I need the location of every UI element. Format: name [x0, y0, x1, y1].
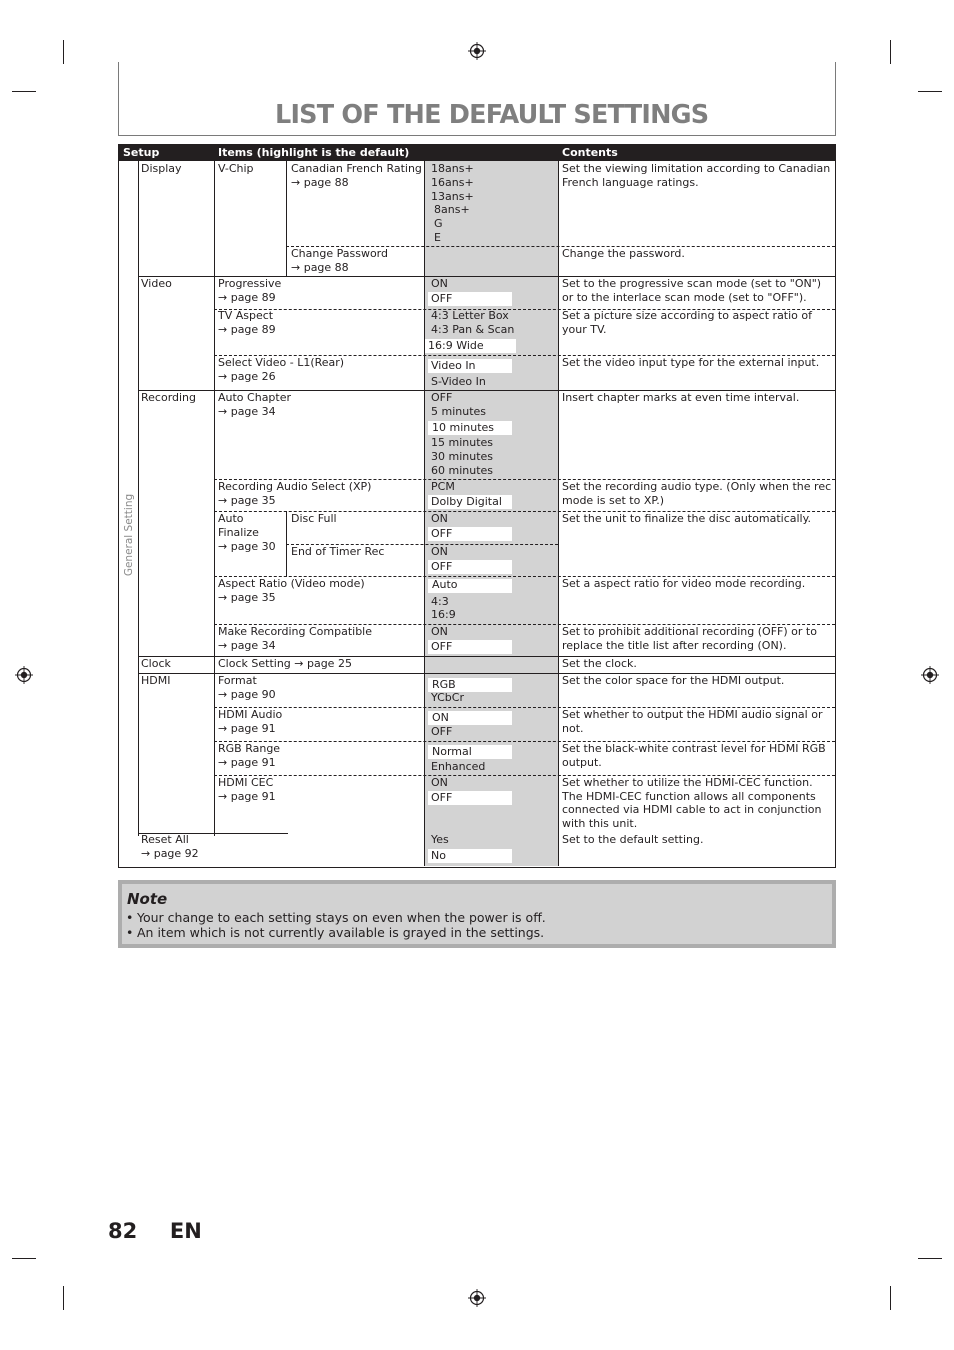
- item-tv-aspect: TV Aspect: [218, 309, 274, 322]
- item-progressive: Progressive: [218, 277, 282, 290]
- page-title: LIST OF THE DEFAULT SETTINGS: [275, 100, 709, 130]
- value: 4:3 Pan & Scan: [431, 323, 515, 336]
- general-setting-label: General Setting: [123, 493, 135, 577]
- value: Normal: [432, 745, 472, 758]
- page-footer: [108, 1219, 202, 1243]
- value: Auto: [432, 578, 458, 591]
- value: ON: [431, 776, 448, 789]
- value: OFF: [431, 527, 453, 540]
- note-item: • Your change to each setting stays on even when the power is off.: [126, 910, 546, 925]
- setup-reset-all: Reset All: [141, 833, 189, 846]
- value: 60 minutes: [431, 464, 494, 477]
- setup-display: Display: [141, 162, 182, 175]
- value: ON: [431, 545, 448, 558]
- value: E: [434, 231, 441, 244]
- item-auto-chapter: Auto Chapter: [218, 391, 292, 404]
- crop-mark: [63, 1286, 64, 1310]
- note-panel: [122, 884, 832, 944]
- value: OFF: [431, 292, 453, 305]
- value: OFF: [431, 391, 453, 404]
- setup-clock: Clock: [141, 657, 171, 670]
- crop-mark: [918, 1258, 942, 1259]
- page-ref: → page 91: [218, 790, 276, 803]
- column-divider: [214, 161, 215, 836]
- default-settings-table: [118, 144, 836, 868]
- item-disc-full: Disc Full: [291, 512, 337, 525]
- value: ON: [431, 625, 448, 638]
- setup-video: Video: [141, 277, 172, 290]
- column-divider: [558, 161, 559, 866]
- item-rgb-range: RGB Range: [218, 742, 281, 755]
- value: ON: [431, 512, 448, 525]
- value: 8ans+: [434, 203, 470, 216]
- item-clock-setting: Clock Setting → page 25: [218, 657, 352, 670]
- value: 13ans+: [431, 190, 474, 203]
- description: Set to the progressive scan mode (set to "ON") or to the interlace scan mode (set to "OFF").: [562, 277, 822, 304]
- value: 15 minutes: [431, 436, 494, 449]
- item-canadian-french-rating: Canadian French Rating: [291, 162, 422, 175]
- description: Set the black-white contrast level for HDMI RGB output.: [562, 742, 826, 769]
- item-format: Format: [218, 674, 257, 687]
- value: ON: [431, 277, 448, 290]
- item-auto-finalize: Finalize: [218, 526, 259, 539]
- value: 30 minutes: [431, 450, 494, 463]
- page-ref: → page 91: [218, 722, 276, 735]
- value: Dolby Digital: [431, 495, 502, 508]
- crop-mark: [12, 1258, 36, 1259]
- value: 5 minutes: [431, 405, 487, 418]
- header-contents: Contents: [558, 145, 835, 161]
- item-recording-audio-select: Recording Audio Select (XP): [218, 480, 372, 493]
- value: No: [431, 849, 446, 862]
- value: PCM: [431, 480, 455, 493]
- note-box: [118, 880, 836, 948]
- description: Set the recording audio type. (Only when the rec mode is set to XP.): [562, 480, 832, 507]
- crop-mark: [890, 1286, 891, 1310]
- crop-mark: [918, 91, 942, 92]
- description: Set the viewing limitation according to Canadian French language ratings.: [562, 162, 831, 189]
- item-select-video: Select Video - L1(Rear): [218, 356, 345, 369]
- value: ON: [432, 711, 449, 724]
- description: Set whether to utilize the HDMI-CEC function. The HDMI-CEC function allows all components connected via HDMI cable to act in conjunction with this unit.: [562, 776, 822, 831]
- value: 16:9: [431, 608, 456, 621]
- description: Set the video input type for the external input.: [562, 356, 820, 369]
- registration-mark-icon: [921, 666, 939, 684]
- registration-mark-icon: [468, 1289, 486, 1307]
- value: 16ans+: [431, 176, 474, 189]
- note-item-text: An item which is not currently available is grayed in the settings.: [137, 925, 545, 940]
- value: 4:3 Letter Box: [431, 309, 509, 322]
- description: Change the password.: [562, 247, 685, 260]
- description: Set to prohibit additional recording (OFF) or to replace the title list after recording (ON).: [562, 625, 817, 652]
- crop-mark: [890, 40, 891, 64]
- page-ref: → page 89: [218, 323, 276, 336]
- value: OFF: [431, 725, 453, 738]
- description: Set the unit to finalize the disc automatically.: [562, 512, 812, 525]
- item-hdmi-cec: HDMI CEC: [218, 776, 274, 789]
- description: Set the color space for the HDMI output.: [562, 674, 785, 687]
- page-ref: → page 34: [218, 639, 276, 652]
- registration-mark-icon: [15, 666, 33, 684]
- description: Set the clock.: [562, 657, 637, 670]
- crop-mark: [12, 91, 36, 92]
- item-hdmi-audio: HDMI Audio: [218, 708, 283, 721]
- column-divider: [424, 161, 425, 866]
- value: S-Video In: [431, 375, 486, 388]
- value: Enhanced: [431, 760, 486, 773]
- value: OFF: [431, 791, 453, 804]
- note-title: Note: [127, 890, 168, 908]
- page-ref: → page 35: [218, 591, 276, 604]
- language-code: EN: [169, 1219, 202, 1243]
- item-aspect-ratio: Aspect Ratio (Video mode): [218, 577, 365, 590]
- page-ref: → page 92: [141, 847, 199, 860]
- setup-recording: Recording: [141, 391, 197, 404]
- value: YCbCr: [431, 691, 464, 704]
- description: Set to the default setting.: [562, 833, 704, 846]
- page-number: 82: [108, 1219, 138, 1243]
- item-auto-finalize: Auto: [218, 512, 244, 525]
- item-end-of-timer-rec: End of Timer Rec: [291, 545, 385, 558]
- note-item: • An item which is not currently available is grayed in the settings.: [126, 925, 545, 940]
- item-change-password: Change Password: [291, 247, 388, 260]
- page-ref: → page 30: [218, 540, 276, 553]
- column-divider: [286, 161, 287, 276]
- value: Yes: [431, 833, 449, 846]
- column-divider: [138, 161, 139, 836]
- value: RGB: [432, 678, 456, 691]
- page-ref: → page 26: [218, 370, 276, 383]
- value: G: [434, 217, 443, 230]
- item-vchip: V-Chip: [218, 162, 254, 175]
- description: Insert chapter marks at even time interval.: [562, 391, 800, 404]
- page-ref: → page 34: [218, 405, 276, 418]
- description: Set a aspect ratio for video mode recording.: [562, 577, 806, 590]
- value: 18ans+: [431, 162, 474, 175]
- page-ref: → page 89: [218, 291, 276, 304]
- header-setup: Setup: [119, 145, 214, 161]
- description: Set whether to output the HDMI audio signal or not.: [562, 708, 823, 735]
- crop-mark: [63, 40, 64, 64]
- page-ref: → page 35: [218, 494, 276, 507]
- page-ref: → page 88: [291, 261, 349, 274]
- value: 16:9 Wide: [428, 339, 484, 352]
- note-item-text: Your change to each setting stays on even when the power is off.: [137, 910, 546, 925]
- value: Video In: [431, 359, 476, 372]
- page-ref: → page 90: [218, 688, 276, 701]
- page-ref: → page 88: [291, 176, 349, 189]
- value: 4:3: [431, 595, 449, 608]
- value: 10 minutes: [432, 421, 495, 434]
- description: Set a picture size according to aspect ratio of your TV.: [562, 309, 813, 336]
- setup-hdmi: HDMI: [141, 674, 171, 687]
- item-make-recording-compatible: Make Recording Compatible: [218, 625, 373, 638]
- header-items: Items (highlight is the default): [214, 145, 558, 161]
- value: OFF: [431, 560, 453, 573]
- value: OFF: [431, 640, 453, 653]
- page-ref: → page 91: [218, 756, 276, 769]
- registration-mark-icon: [468, 42, 486, 60]
